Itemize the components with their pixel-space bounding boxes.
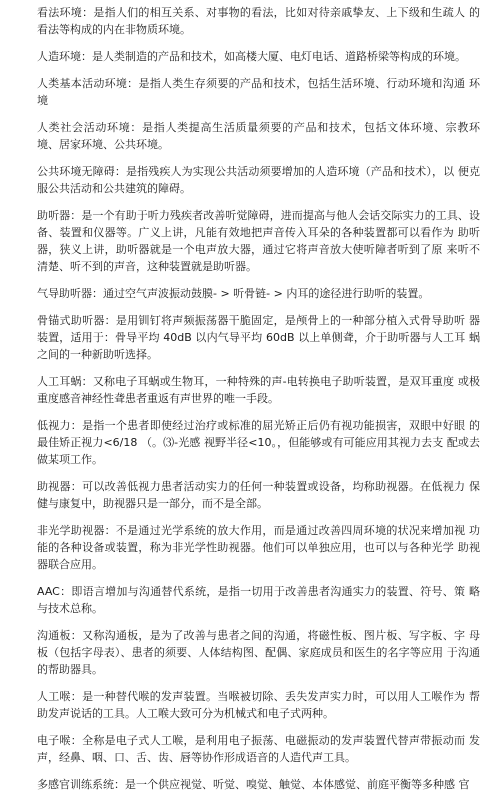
definition: 即语言增加与沟通替代系统，是指一切用于改善患者沟通实力的装置、符号、策 略与技术总称。	[37, 585, 481, 615]
definition: 是指人类生存须要的产品和技术，包括生活环境、行动环境和沟通 环境	[37, 77, 481, 107]
paragraph-public-accessibility	[37, 163, 480, 197]
term: 骨锚式助听器：	[37, 314, 116, 327]
term: 电子喉：	[37, 734, 83, 747]
paragraph-artificial-environment	[37, 48, 480, 65]
term: 人工耳蜗：	[37, 375, 93, 388]
term: 人工喉：	[37, 690, 83, 703]
term: 沟通板：	[37, 629, 83, 642]
definition: 全称是电子式人工喉，是利用电子振荡、电磁振动的发声装置代替声带振动而 发声，经鼻、咽、口、舌、齿、唇等协作形成语音的人造代声工具。	[37, 734, 480, 764]
paragraph-artificial-larynx	[37, 688, 480, 722]
definition: 是指一个患者即使经过治疗或标准的屈光矫正后仍有视功能损害，双眼中好眼 的最佳矫正视力<6/18 （。⑶-光感 视野半径<10。，但能够或有可能应用其视力去支 配或去做某项工作。	[37, 419, 480, 466]
paragraph-communication-board	[37, 627, 480, 678]
definition: 是一个供应视觉、听觉、嗅觉、触觉、本体感觉、前庭平衡等多种感 官	[125, 778, 470, 791]
paragraph-air-conduction-aid	[37, 285, 480, 302]
term: 人类基本活动环境：	[37, 77, 139, 90]
term: 助视器：	[37, 480, 83, 493]
term: 非光学助视器：	[37, 524, 116, 537]
definition: 是指人类提高生活质量须要的产品和技术，包括文体环境、宗教环 境、居家环境、公共环境。	[37, 121, 481, 151]
term: 气导助听器：	[37, 287, 103, 300]
term: 公共环境无障碍：	[37, 165, 126, 178]
paragraph-electronic-larynx	[37, 732, 480, 766]
definition: 是人类制造的产品和技术，如高楼大厦、电灯电话、道路桥梁等构成的环境。	[92, 50, 466, 63]
definition: 是一个有助于听力残疾者改善听觉障碍，进而提高与他人会话交际实力的工具、设备、装置和仪器等。广义上讲，凡能有效地把声音传入耳朵的各种装置都可以看作为 助听器，狭义上讲，助听器就是一个电声放大器，通过它将声音放大使听障者听到了原 来听不清楚、听不到的声音，这种装置就是助听器。	[37, 209, 481, 273]
definition: 又称电子耳蜗或生物耳，一种特殊的声-电转换电子助听装置，是双耳重度 或极重度感音神经性聋患者重返有声世界的唯一手段。	[37, 375, 481, 405]
term: 助听器：	[37, 209, 82, 222]
term: 低视力：	[37, 419, 83, 432]
paragraph-visual-aid	[37, 478, 480, 512]
term: 人类社会活动环境：	[37, 121, 143, 134]
paragraph-social-activity-environment	[37, 119, 480, 153]
definition: 是指人们的相互关系、对事物的看法，比如对待亲戚挚友、上下级和生疏人 的看法等构成的内在非物质环境。	[37, 6, 481, 36]
paragraph-bone-anchored-aid	[37, 312, 480, 363]
paragraph-basic-activity-environment	[37, 75, 480, 109]
definition: 通过空气声波振动鼓膜- > 听骨链- > 内耳的途径进行助听的装置。	[103, 287, 430, 300]
paragraph-multisensory-system	[37, 776, 480, 793]
paragraph-low-vision	[37, 417, 480, 468]
paragraph-attitude-environment	[37, 4, 480, 38]
paragraph-cochlear-implant	[37, 373, 480, 407]
definition: 不是通过光学系统的放大作用，而是通过改善四周环境的状况来增加视 功能的各种设备或装置，称为非光学性助视器。他们可以单独应用，也可以与各种光学 助视器联合应用。	[37, 524, 481, 571]
definition: 又称沟通板，是为了改善与患者之间的沟通，将磁性板、图片板、写字板、字 母板（包括字母表）、患者的须要、人体结构图、配偶、家庭成员和医生的名字等应用 于沟通的帮助器具。	[37, 629, 480, 676]
term: 多感官训练系统：	[37, 778, 125, 791]
paragraph-hearing-aid	[37, 207, 480, 275]
definition: 是指残疾人为实现公共活动须要增加的人造环境（产品和技术），以 便克服公共活动和公共建筑的障碍。	[37, 165, 480, 195]
definition: 可以改善低视力患者活动实力的任何一种装置或设备，均称助视器。在低视力 保健与康复中，助视器只是一部分，而不是全部。	[37, 480, 480, 510]
term: 看法环境：	[37, 6, 94, 19]
definition: 是用钏钉将声频振荡器干脆固定，是颅骨上的一种部分植入式骨导助听 器装置，适用于：骨导平均 40dB 以内气导平均 60dB 以上单侧聋，介于助听器与人工耳 蜗之间的一种新助听选择。	[37, 314, 481, 361]
paragraph-non-optical-aid	[37, 522, 480, 573]
definition: 是一种替代喉的发声装置。当喉被切除、丢失发声实力时，可以用人工喉作为 帮助发声说话的工具。人工喉大致可分为机械式和电子式两种。	[37, 690, 480, 720]
paragraph-aac	[37, 583, 480, 617]
term: AAC：	[37, 585, 72, 598]
term: 人造环境：	[37, 50, 92, 63]
